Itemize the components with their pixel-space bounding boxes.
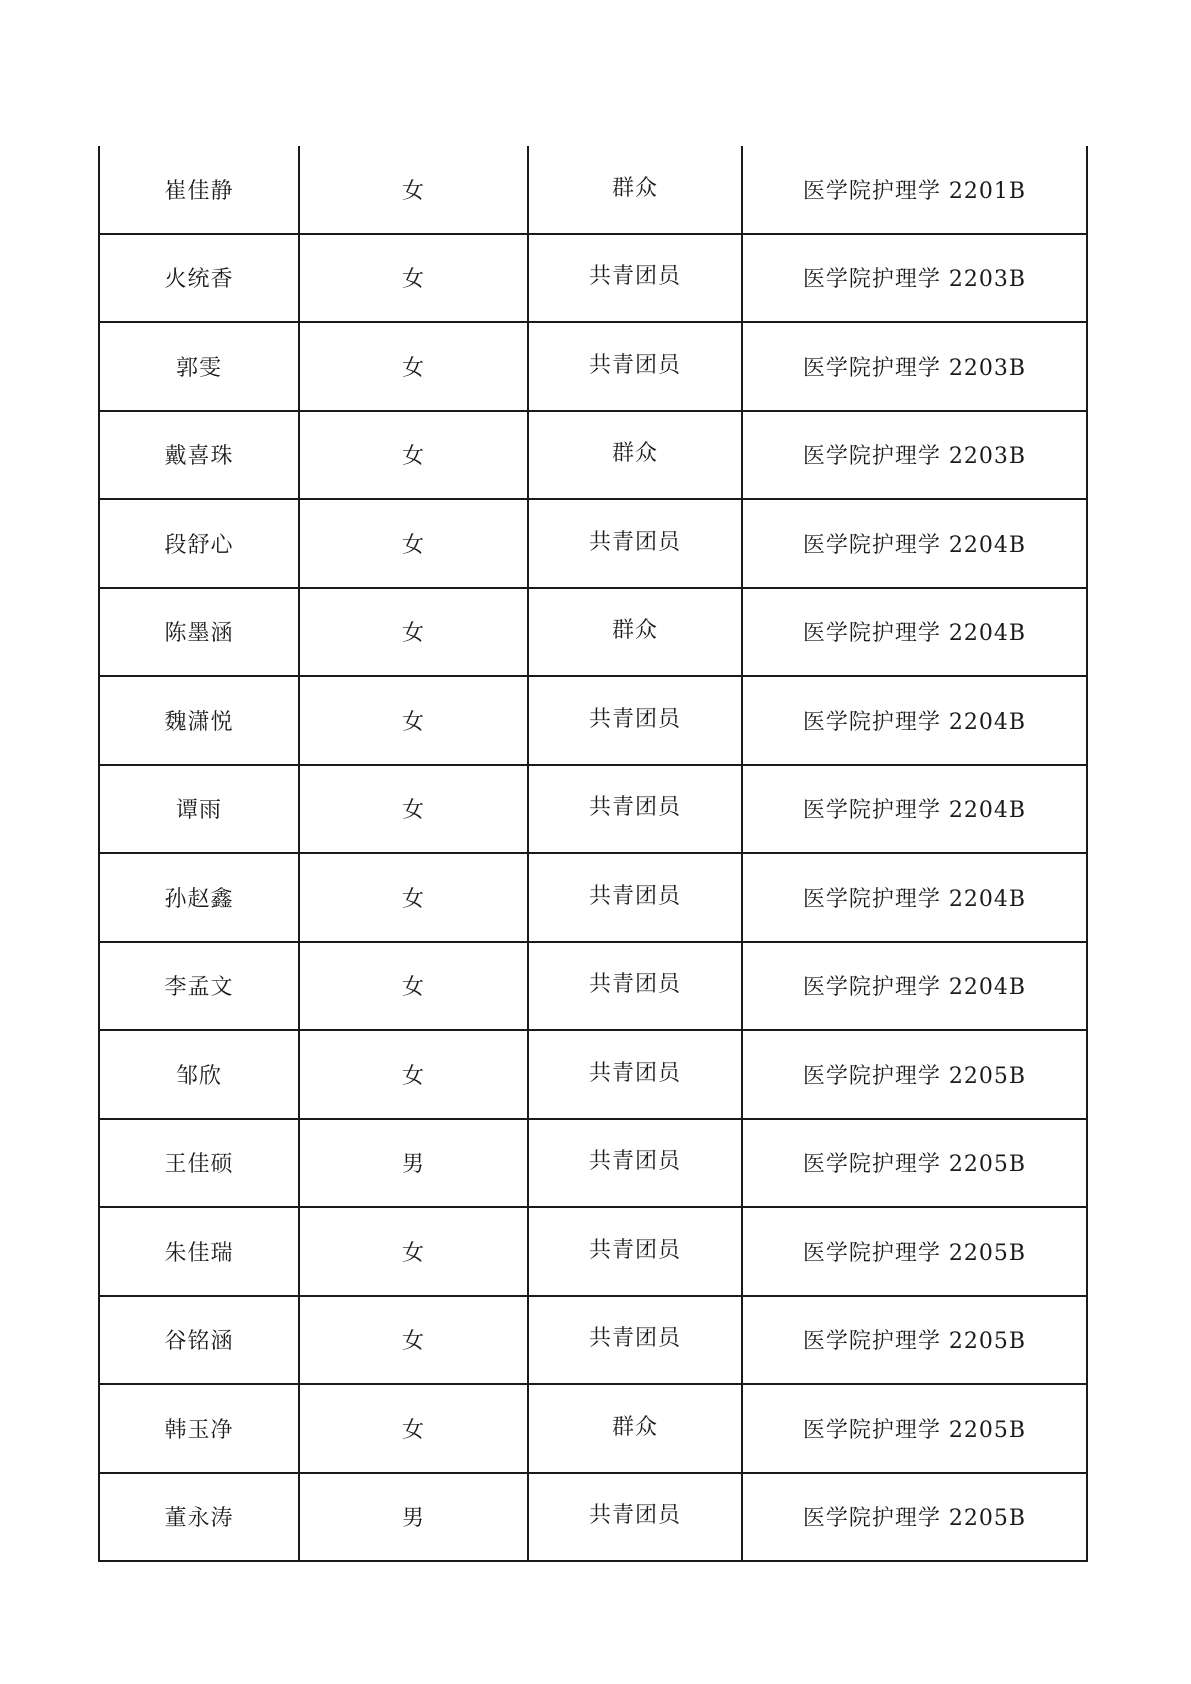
class-cell: 医学院护理学 2201B bbox=[742, 146, 1087, 234]
class-cell: 医学院护理学 2204B bbox=[742, 499, 1087, 588]
gender-cell: 女 bbox=[299, 765, 528, 854]
table-row bbox=[99, 234, 1087, 323]
political-status-cell: 共青团员 bbox=[528, 319, 742, 408]
gender-cell: 男 bbox=[299, 1119, 528, 1208]
table-row bbox=[99, 1296, 1087, 1385]
class-cell: 医学院护理学 2204B bbox=[742, 853, 1087, 942]
table-row bbox=[99, 322, 1087, 411]
political-status-cell: 共青团员 bbox=[528, 1116, 742, 1205]
class-cell: 医学院护理学 2203B bbox=[742, 411, 1087, 500]
name-cell: 孙赵鑫 bbox=[99, 853, 299, 942]
class-cell: 医学院护理学 2204B bbox=[742, 588, 1087, 677]
political-status-cell: 共青团员 bbox=[528, 1470, 742, 1559]
name-cell: 陈墨涵 bbox=[99, 588, 299, 677]
political-status-cell: 共青团员 bbox=[528, 496, 742, 585]
class-cell: 医学院护理学 2204B bbox=[742, 942, 1087, 1031]
name-cell: 邹欣 bbox=[99, 1030, 299, 1119]
political-status-cell: 群众 bbox=[528, 408, 742, 497]
student-roster-table bbox=[98, 146, 1088, 1562]
roster-body bbox=[99, 146, 1087, 1561]
political-status-cell: 共青团员 bbox=[528, 850, 742, 939]
table-row bbox=[99, 1030, 1087, 1119]
class-cell: 医学院护理学 2203B bbox=[742, 234, 1087, 323]
table-row bbox=[99, 1207, 1087, 1296]
table-row bbox=[99, 411, 1087, 500]
gender-cell: 女 bbox=[299, 1207, 528, 1296]
class-cell: 医学院护理学 2204B bbox=[742, 765, 1087, 854]
name-cell: 谷铭涵 bbox=[99, 1296, 299, 1385]
name-cell: 朱佳瑞 bbox=[99, 1207, 299, 1296]
name-cell: 王佳硕 bbox=[99, 1119, 299, 1208]
gender-cell: 女 bbox=[299, 322, 528, 411]
table-row bbox=[99, 146, 1087, 234]
political-status-cell: 共青团员 bbox=[528, 231, 742, 320]
name-cell: 董永涛 bbox=[99, 1473, 299, 1562]
table-row bbox=[99, 853, 1087, 942]
name-cell: 李孟文 bbox=[99, 942, 299, 1031]
gender-cell: 女 bbox=[299, 499, 528, 588]
table-row bbox=[99, 1119, 1087, 1208]
gender-cell: 女 bbox=[299, 676, 528, 765]
gender-cell: 女 bbox=[299, 1030, 528, 1119]
gender-cell: 女 bbox=[299, 1296, 528, 1385]
political-status-cell: 群众 bbox=[528, 1381, 742, 1470]
class-cell: 医学院护理学 2205B bbox=[742, 1030, 1087, 1119]
political-status-cell: 共青团员 bbox=[528, 762, 742, 851]
class-cell: 医学院护理学 2205B bbox=[742, 1207, 1087, 1296]
political-status-cell: 共青团员 bbox=[528, 1204, 742, 1293]
gender-cell: 女 bbox=[299, 853, 528, 942]
name-cell: 段舒心 bbox=[99, 499, 299, 588]
class-cell: 医学院护理学 2203B bbox=[742, 322, 1087, 411]
table-row bbox=[99, 1473, 1087, 1562]
table-row bbox=[99, 676, 1087, 765]
name-cell: 郭雯 bbox=[99, 322, 299, 411]
political-status-cell: 共青团员 bbox=[528, 939, 742, 1028]
name-cell: 韩玉净 bbox=[99, 1384, 299, 1473]
gender-cell: 女 bbox=[299, 146, 528, 234]
political-status-cell: 群众 bbox=[528, 143, 742, 231]
gender-cell: 男 bbox=[299, 1473, 528, 1562]
table-row bbox=[99, 499, 1087, 588]
name-cell: 火统香 bbox=[99, 234, 299, 323]
name-cell: 戴喜珠 bbox=[99, 411, 299, 500]
name-cell: 谭雨 bbox=[99, 765, 299, 854]
gender-cell: 女 bbox=[299, 411, 528, 500]
class-cell: 医学院护理学 2205B bbox=[742, 1119, 1087, 1208]
table-row bbox=[99, 942, 1087, 1031]
class-cell: 医学院护理学 2204B bbox=[742, 676, 1087, 765]
gender-cell: 女 bbox=[299, 942, 528, 1031]
political-status-cell: 共青团员 bbox=[528, 673, 742, 762]
class-cell: 医学院护理学 2205B bbox=[742, 1296, 1087, 1385]
table-row bbox=[99, 1384, 1087, 1473]
political-status-cell: 共青团员 bbox=[528, 1293, 742, 1382]
name-cell: 崔佳静 bbox=[99, 146, 299, 234]
table-row bbox=[99, 765, 1087, 854]
table-row bbox=[99, 588, 1087, 677]
political-status-cell: 群众 bbox=[528, 585, 742, 674]
class-cell: 医学院护理学 2205B bbox=[742, 1473, 1087, 1562]
class-cell: 医学院护理学 2205B bbox=[742, 1384, 1087, 1473]
political-status-cell: 共青团员 bbox=[528, 1027, 742, 1116]
gender-cell: 女 bbox=[299, 234, 528, 323]
name-cell: 魏潇悦 bbox=[99, 676, 299, 765]
gender-cell: 女 bbox=[299, 1384, 528, 1473]
gender-cell: 女 bbox=[299, 588, 528, 677]
